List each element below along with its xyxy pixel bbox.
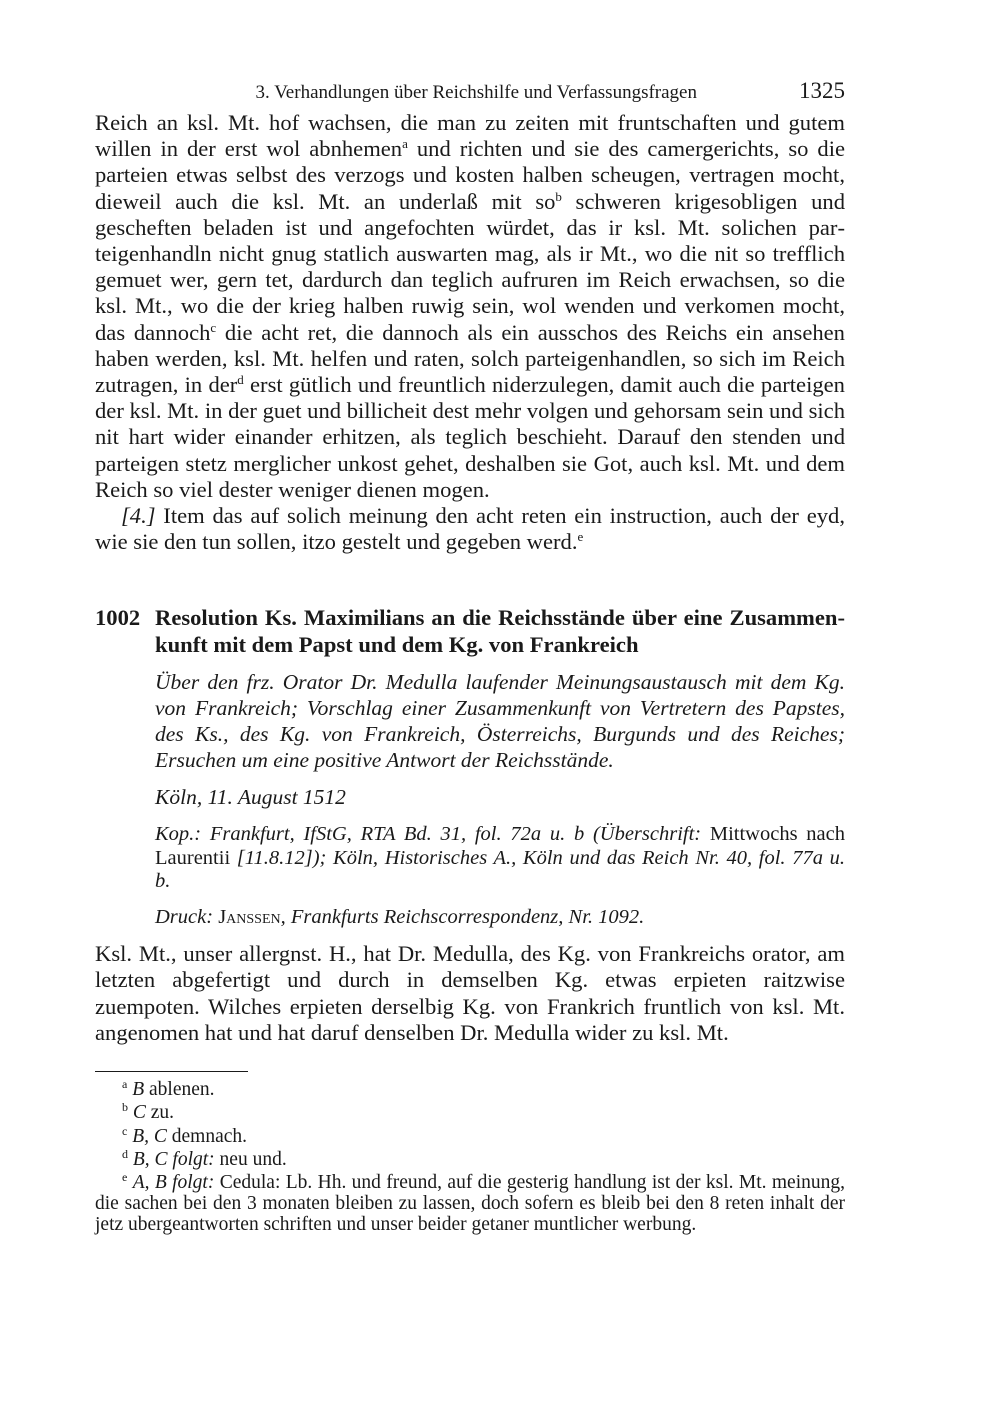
footnote-witness: A, B folgt: <box>132 1171 215 1193</box>
text-segment: und richten und sie des camergerichts, so die parteien etwas selbst des verzogs und kosten halben scheugen, vertragen mocht, dieweil auch die ksl. Mt. an underlaß mit so <box>95 136 845 214</box>
footnote-mark: b <box>122 1100 128 1115</box>
text-segment: Reich an ksl. Mt. hof wachsen, die man zu zeiten mit fruntschaften und gutem willen in der erst wol abnhemen <box>95 110 845 162</box>
footnote-mark: d <box>122 1147 128 1162</box>
document-number: 1002 <box>95 605 141 631</box>
source-part: Kop.: Frankfurt, IfStG, RTA Bd. 31, fol. 72a u. b (Überschrift: <box>155 823 702 846</box>
footnote-witness: B, C <box>132 1125 167 1147</box>
document-heading <box>95 605 845 658</box>
document-summary: Über den frz. Orator Dr. Medulla laufender Meinungsaustausch mit dem Kg. von Frankreich; Vorschlag einer Zusammenkunft von Vertretern des Papstes, des Ks., des Kg. von Frankreich, Österreichs, Burgunds und des Reiches; Ersuchen um eine positive Antwort der Reichsstände. <box>155 670 845 772</box>
footnotes <box>95 1078 845 1235</box>
text-segment: schweren krigesobligen und gescheften beladen ist und angefochten würdet, das ir ksl. Mt. solichen parteigenhandln nicht gnug statlich auswarten mag, als ir Mt., wo die nit so trefflich gemuet wer, gern tet, dardurch dan teglich aufruren im Reich erwachsen, so die ksl. Mt., wo die der krieg halben ruwig sein, wol wenden und verkomen mocht, das dannoch <box>95 188 845 345</box>
footnote-text: ablenen. <box>144 1079 215 1101</box>
paragraph-3-continued <box>95 110 845 503</box>
continuation-text <box>95 110 845 555</box>
paragraph-number: [4.] <box>121 503 156 529</box>
source-part: Mittwochs nach Laurentii <box>155 823 845 869</box>
footnote-text: zu. <box>145 1102 175 1124</box>
footnote-marker-e: e <box>577 529 584 545</box>
footnote-text: Cedula: Lb. Hh. und freund, auf die gesterig handlung ist der ksl. Mt. meinung, die sachen bei den 3 monaten bleiben zu lassen, doch sofern es bleib bei den 8 reten inhalt der jetz ubergeantworten schriften und unser beider getaner muntlicher werbung. <box>95 1171 846 1235</box>
source-references <box>155 823 845 893</box>
footnote-d <box>95 1148 845 1171</box>
text-segment: Item das auf solich meinung den acht reten ein instruction, auch der eyd, wie sie den tun sollen, itzo gestelt und gegeben werd. <box>95 503 845 555</box>
footnote-e <box>95 1169 846 1235</box>
text-segment: erst gütlich und freuntlich niderzulegen, damit auch die parteigen der ksl. Mt. in der guet und billicheit dest mehr volgen und gehorsam sein und sich nit hart wider einander erhitzen, als teglich beschieht. Darauf den stenden und parteigen stetz merglicher unkost gehet, deshalben sie Got, auch ksl. Mt. und dem Reich so viel dester weniger dienen mogen. <box>95 372 845 502</box>
footnote-text: neu und. <box>214 1149 287 1171</box>
regest <box>95 670 845 931</box>
footnote-text: demnach. <box>166 1125 248 1147</box>
footnote-a <box>95 1078 845 1101</box>
footnote-marker-a: a <box>402 136 408 152</box>
page-number: 1325 <box>799 78 845 103</box>
footnote-mark: c <box>122 1123 128 1138</box>
footnote-witness: B <box>132 1079 145 1101</box>
print-work: , Frankfurts Reichscorrespondenz, Nr. 1092. <box>280 906 645 929</box>
footnote-witness: B, C folgt: <box>132 1149 215 1171</box>
footnote-mark: a <box>122 1077 128 1092</box>
running-title: 3. Verhandlungen über Reichshilfe und Verfassungsfragen <box>255 82 697 103</box>
footnote-mark: e <box>122 1169 128 1184</box>
footnote-rule <box>95 1071 248 1072</box>
text-segment: die acht ret, die dannoch als ein ausschos des Reichs ein ansehen haben werden, ksl. Mt. helfen und raten, solch parteigenhandlen, so sich im Reich zutragen, in der <box>95 319 845 398</box>
print-label: Druck: <box>155 906 214 929</box>
print-reference <box>155 905 845 931</box>
footnote-b <box>95 1101 845 1124</box>
footnote-marker-b: b <box>555 188 562 204</box>
running-head <box>95 78 845 110</box>
footnote-witness: C <box>132 1102 146 1124</box>
print-author: Janssen <box>213 906 281 929</box>
place-date: Köln, 11. August 1512 <box>155 785 346 810</box>
footnote-marker-c: c <box>210 319 217 335</box>
document-text <box>95 941 845 1046</box>
page <box>95 78 845 1235</box>
source-part: [11.8.12]); Köln, Historisches A., Köln und das Reich Nr. 40, fol. 77a u. b. <box>155 846 845 893</box>
footnote-marker-d: d <box>237 372 244 388</box>
document-title: Resolution Ks. Maximilians an die Reichsstände über eine Zusammenkunft mit dem Papst und dem Kg. von Frankreich <box>155 605 845 657</box>
footnote-c <box>95 1125 845 1148</box>
paragraph-4 <box>95 503 845 555</box>
document-paragraph: Ksl. Mt., unser allergnst. H., hat Dr. Medulla, des Kg. von Frankreichs orator, am letzten abgefertigt und durch in demselben Kg. etwas erpieten raitzwise zuempoten. Wilches erpieten derselbig Kg. von Frankrich fruntlich von ksl. Mt. angenomen hat und hat daruf denselben Dr. Medulla wider zu ksl. Mt. <box>95 941 845 1045</box>
